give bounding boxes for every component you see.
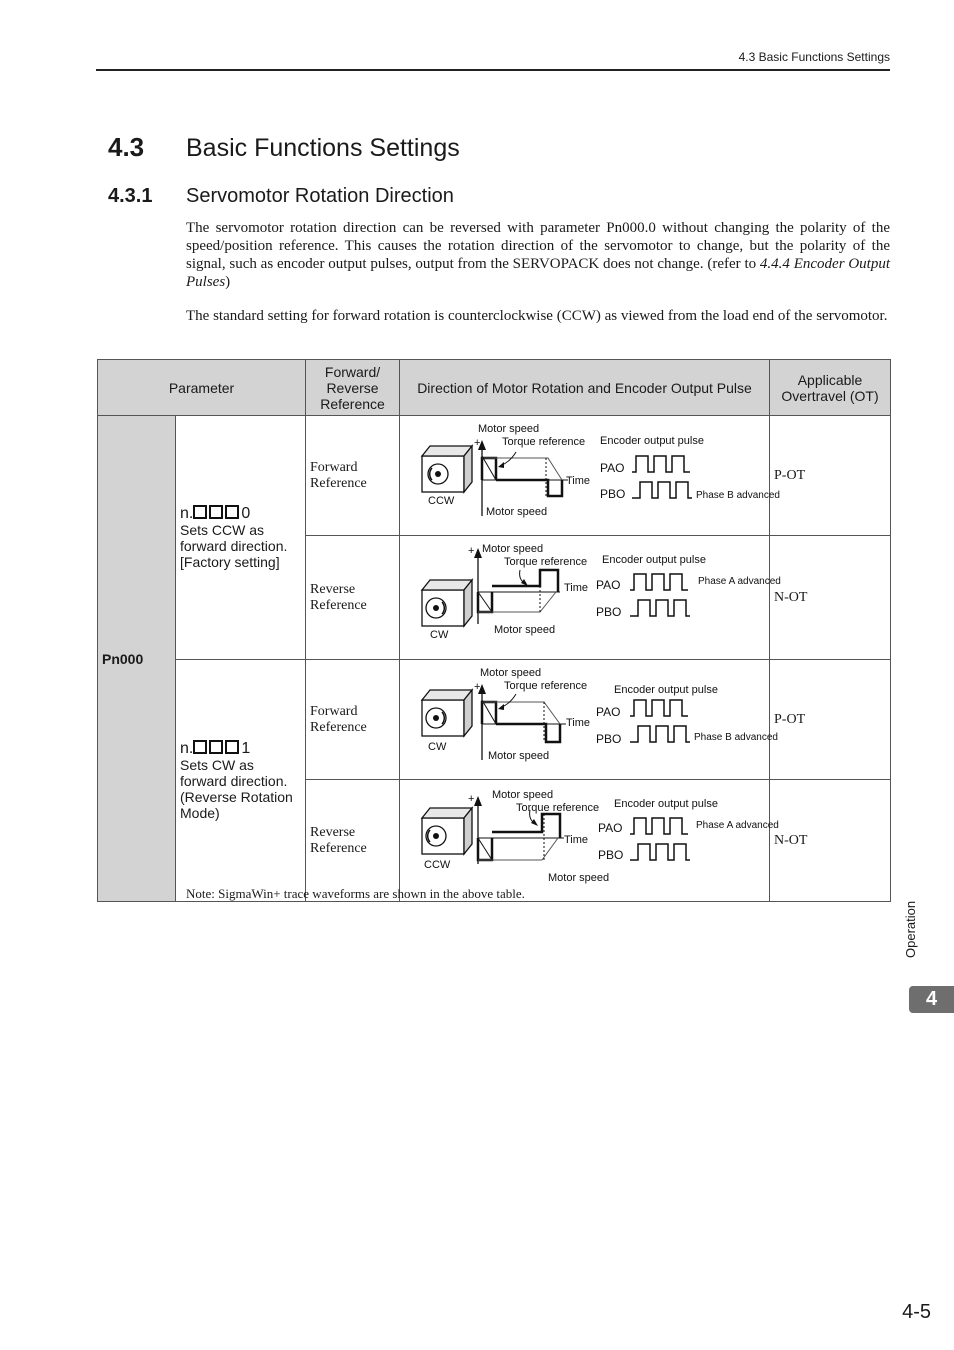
running-header: 4.3 Basic Functions Settings [738,50,890,64]
overtravel-value: P-OT [770,660,891,780]
svg-text:PBO: PBO [596,732,622,746]
side-section-label: Operation [903,900,918,958]
setting-cw [176,660,306,902]
overtravel-value: N-OT [770,536,891,660]
header-parameter: Parameter [98,360,306,416]
svg-text:+: + [474,437,481,449]
svg-text:Phase A advanced: Phase A advanced [698,576,781,587]
waveform-svg [400,416,780,530]
waveform-svg [400,780,779,896]
svg-text:Time: Time [564,834,589,846]
svg-text:CW: CW [428,741,447,753]
para1-end: ) [225,274,231,290]
svg-text:Phase B advanced: Phase B advanced [694,732,778,743]
overtravel-value: P-OT [770,416,891,536]
svg-text:+: + [468,545,475,557]
para1-main: The servomotor rotation direction can be reversed with parameter Pn000.0 without changing the polarity of the speed/position reference. This causes the rotation direction of the servomotor to change, but the polarity of the signal, such as encoder output pulses, output from the SERVOPACK does not change. (refer to [186,220,890,272]
header-overtravel: Applicable Overtravel (OT) [770,360,891,416]
parameter-pn000: Pn000 [98,416,176,902]
setting-ccw [176,416,306,660]
svg-text:PBO: PBO [600,487,626,501]
overtravel-value: N-OT [770,780,891,902]
waveform-diagram [400,780,779,902]
svg-text:Motor speed: Motor speed [488,750,550,762]
svg-text:CW: CW [430,629,449,641]
svg-text:Torque reference: Torque reference [516,802,600,814]
section-title: Basic Functions Settings [186,134,460,162]
svg-text:Motor speed: Motor speed [482,543,544,555]
reference-type: Reverse Reference [306,536,400,660]
subsection-title: Servomotor Rotation Direction [186,185,454,207]
svg-text:PAO: PAO [596,705,621,719]
svg-text:CCW: CCW [424,859,451,871]
waveform-diagram [400,536,781,660]
svg-text:Time: Time [566,475,591,487]
page-number: 4-5 [902,1301,931,1323]
rotation-direction-table [97,359,891,902]
svg-text:Encoder output pulse: Encoder output pulse [614,798,718,810]
rotation-label: CCW [428,495,455,507]
svg-text:Motor speed: Motor speed [486,506,548,518]
svg-text:Motor speed: Motor speed [480,667,542,679]
header-direction: Direction of Motor Rotation and Encoder Output Pulse [400,360,770,416]
svg-text:Motor speed: Motor speed [548,872,610,884]
svg-text:Motor speed: Motor speed [494,624,556,636]
svg-text:Phase B advanced: Phase B advanced [696,490,780,501]
svg-text:PAO: PAO [600,461,625,475]
svg-text:Phase A advanced: Phase A advanced [696,820,779,831]
svg-text:PAO: PAO [596,578,621,592]
setting-description: Sets CCW as forward direction. [Factory setting] [180,522,288,570]
svg-text:PBO: PBO [598,848,624,862]
svg-text:Encoder output pulse: Encoder output pulse [602,554,706,566]
reference-type: Forward Reference [306,660,400,780]
svg-text:Time: Time [564,582,589,594]
setting-code: n. 0 [180,505,251,522]
subsection-number: 4.3.1 [108,185,153,207]
svg-text:+: + [474,681,481,693]
svg-text:Torque reference: Torque reference [502,436,586,448]
svg-text:Encoder output pulse: Encoder output pulse [600,435,704,447]
waveform-svg [400,536,781,654]
reference-type: Reverse Reference [306,780,400,902]
svg-text:Encoder output pulse: Encoder output pulse [614,684,718,696]
waveform-diagram [400,660,778,780]
svg-text:PAO: PAO [598,821,623,835]
waveform-svg [400,660,778,774]
header-rule [96,69,890,71]
svg-text:Time: Time [566,717,591,729]
standard-setting-paragraph: The standard setting for forward rotation is counterclockwise (CCW) as viewed from the load end of the servomotor. [186,308,888,324]
svg-text:Motor speed: Motor speed [478,423,540,435]
waveform-diagram [400,416,780,536]
header-forward-reverse: Forward/ Reverse Reference [306,360,400,416]
svg-text:+: + [468,793,475,805]
table-note: Note: SigmaWin+ trace waveforms are shown in the above table. [186,886,525,901]
cross-reference-link[interactable]: 4.4.4 Encoder Output Pulses [186,256,891,290]
svg-text:Motor speed: Motor speed [492,789,554,801]
section-number: 4.3 [108,132,145,162]
setting-code: n. 1 [180,740,251,757]
setting-description: Sets CW as forward direction. (Reverse Rotation Mode) [180,757,293,821]
svg-text:PBO: PBO [596,605,622,619]
svg-text:Torque reference: Torque reference [504,556,588,568]
reference-type: Forward Reference [306,416,400,536]
chapter-tab[interactable]: 4 [909,986,954,1013]
svg-text:Torque reference: Torque reference [504,680,588,692]
intro-paragraph [186,219,890,291]
